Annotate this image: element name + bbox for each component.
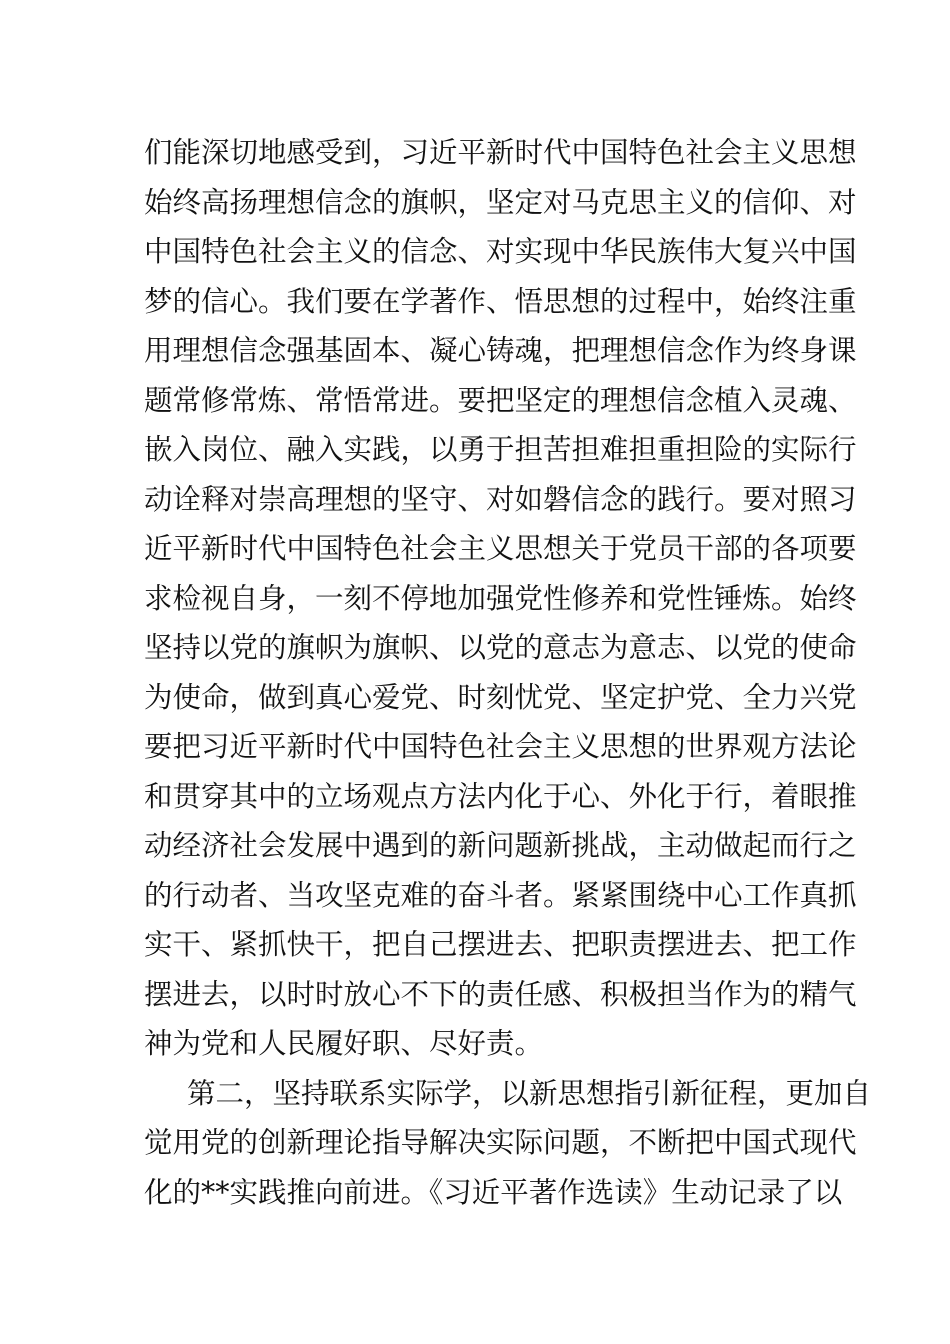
text-line: 近平新时代中国特色社会主义思想关于党员干部的各项要 (144, 532, 857, 565)
text-line: 要把习近平新时代中国特色社会主义思想的世界观方法论 (144, 730, 857, 763)
text-line: 的行动者、当攻坚克难的奋斗者。紧紧围绕中心工作真抓 (144, 878, 857, 912)
text-line: 和贯穿其中的立场观点方法内化于心、外化于行，着眼推 (144, 779, 857, 813)
text-line: 中国特色社会主义的信念、对实现中华民族伟大复兴中国 (144, 235, 857, 268)
text-line: 实干、紧抓快干，把自己摆进去、把职责摆进去、把工作 (144, 928, 857, 961)
text-line: 为使命，做到真心爱党、时刻忧党、坚定护党、全力兴党 (144, 680, 857, 714)
text-line: 求检视自身，一刻不停地加强党性修养和党性锤炼。始终 (144, 581, 857, 615)
text-line: 觉用党的创新理论指导解决实际问题，不断把中国式现代 (144, 1126, 857, 1159)
text-line: 神为党和人民履好职、尽好责。 (144, 1027, 544, 1060)
text-line: 动经济社会发展中遇到的新问题新挑战，主动做起而行之 (144, 829, 857, 862)
text-line: 化的**实践推向前进。《习近平著作选读》生动记录了以 (144, 1175, 843, 1209)
text-line: 动诠释对崇高理想的坚守、对如磐信念的践行。要对照习 (144, 482, 857, 516)
text-line: 摆进去，以时时放心不下的责任感、积极担当作为的精气 (144, 977, 857, 1011)
paragraph-start-line: 第二，坚持联系实际学，以新思想指引新征程，更加自 (187, 1076, 872, 1110)
text-line: 坚持以党的旗帜为旗帜、以党的意志为意志、以党的使命 (144, 631, 857, 664)
text-line: 梦的信心。我们要在学著作、悟思想的过程中，始终注重 (144, 284, 857, 318)
text-line: 题常修常炼、常悟常进。要把坚定的理想信念植入灵魂、 (144, 383, 857, 417)
text-line: 始终高扬理想信念的旗帜，坚定对马克思主义的信仰、对 (144, 185, 857, 219)
text-line: 们能深切地感受到，习近平新时代中国特色社会主义思想 (144, 136, 857, 169)
document-body (144, 128, 872, 1217)
text-line: 用理想信念强基固本、凝心铸魂，把理想信念作为终身课 (144, 334, 857, 367)
text-line: 嵌入岗位、融入实践，以勇于担苦担难担重担险的实际行 (144, 433, 857, 466)
